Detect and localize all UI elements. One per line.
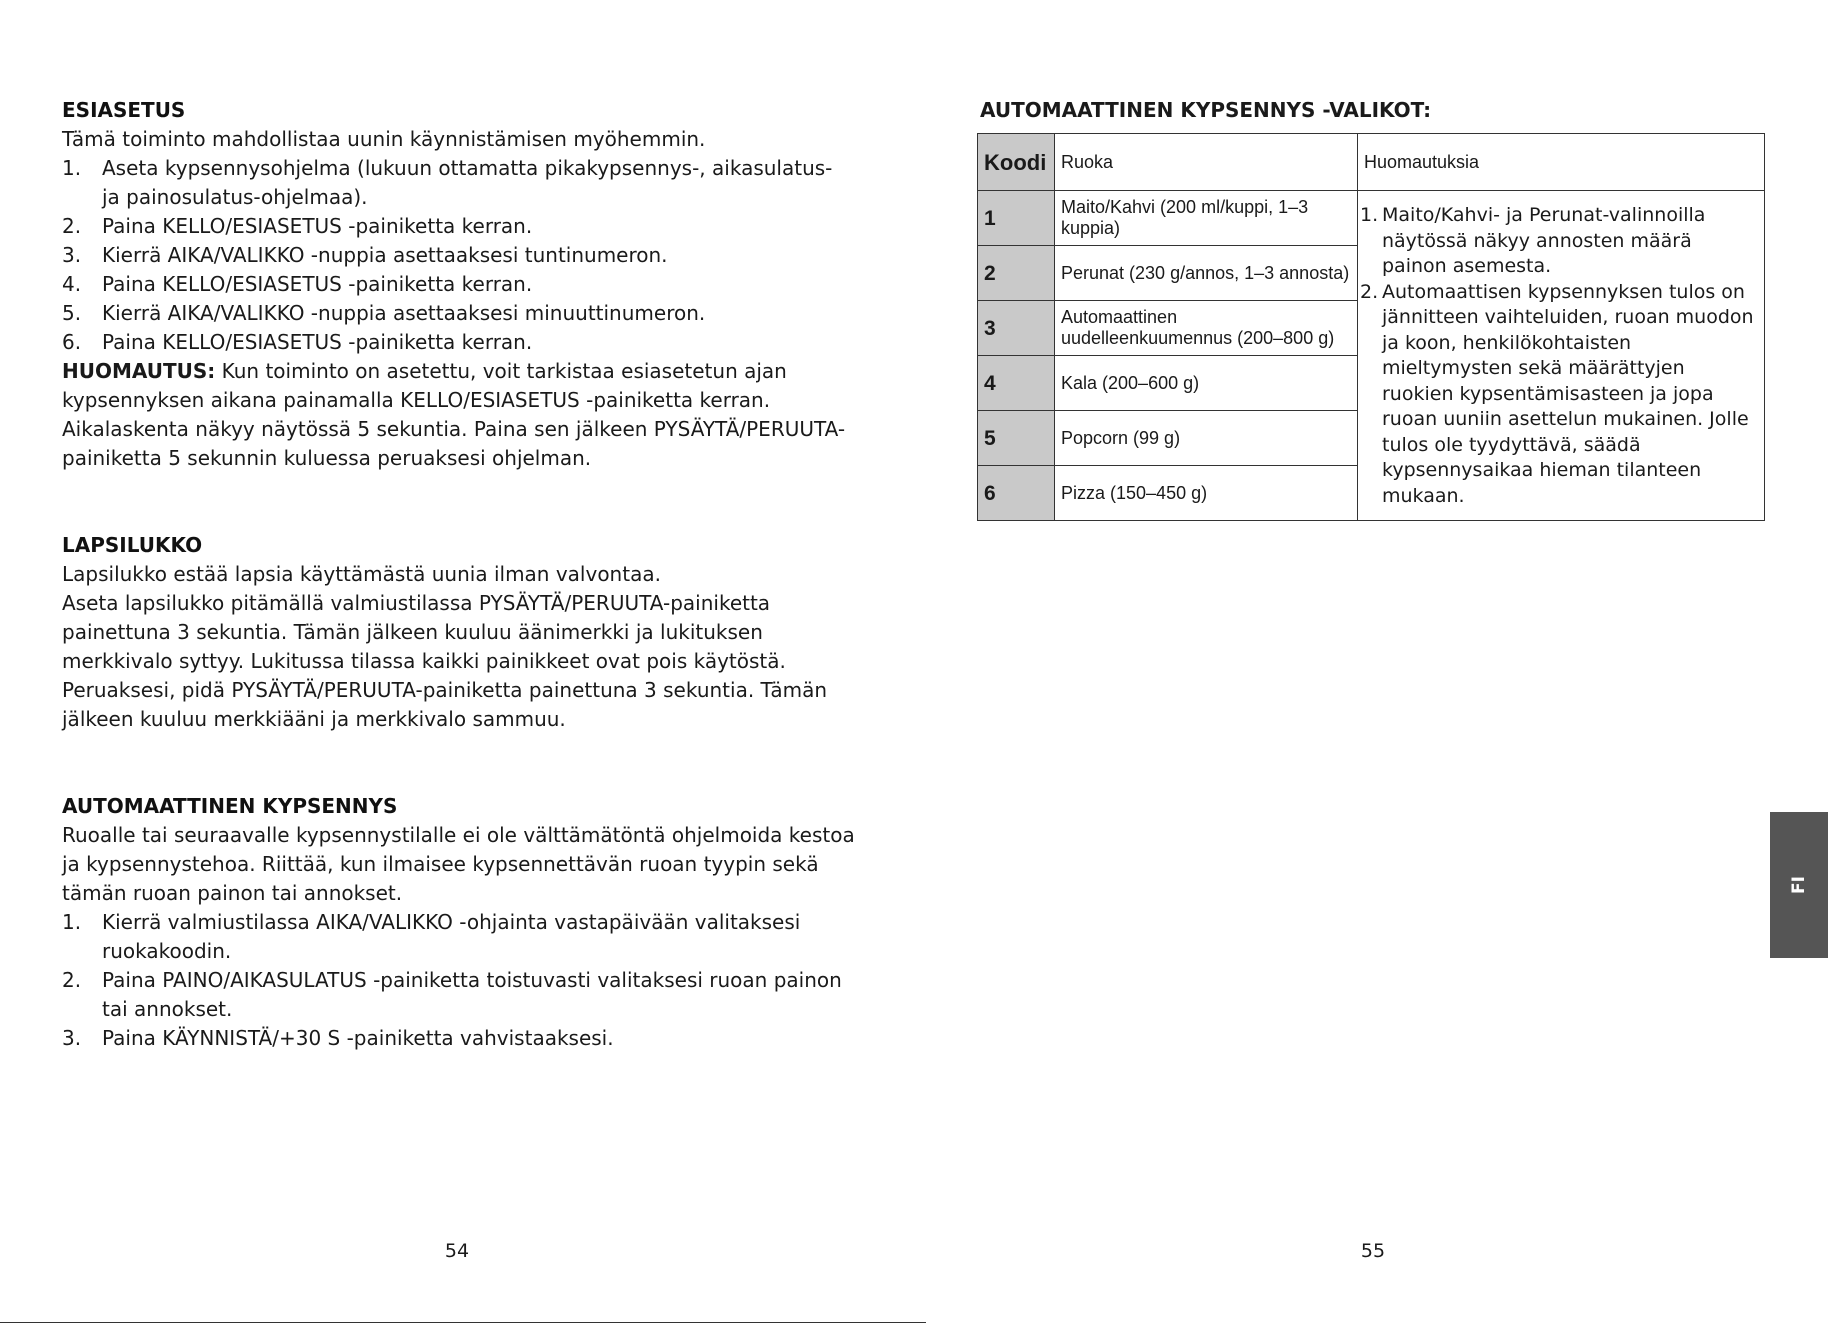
code-cell: 2 (978, 246, 1055, 301)
code-cell: 5 (978, 411, 1055, 466)
automaattinen-steps (62, 908, 862, 1053)
list-item (62, 154, 862, 212)
language-tab-label: FI (1789, 876, 1809, 894)
esiasetus-intro: Tämä toiminto mahdollistaa uunin käynnistämisen myöhemmin. (62, 127, 706, 151)
table-header-row (978, 134, 1765, 191)
header-food: Ruoka (1055, 134, 1358, 191)
step-text: Paina KELLO/ESIASETUS -painiketta kerran. (102, 330, 533, 354)
table-row (978, 191, 1765, 246)
step-number: 5. (62, 301, 82, 325)
list-item (62, 966, 862, 1024)
step-text: Paina KÄYNNISTÄ/+30 S -painiketta vahvistaaksesi. (102, 1026, 614, 1050)
list-item (62, 299, 862, 328)
code-cell: 6 (978, 466, 1055, 521)
list-item (62, 1024, 862, 1053)
esiasetus-steps (62, 154, 862, 357)
step-text: Aseta kypsennysohjelma (lukuun ottamatta pikakypsennys-, aikasulatus- ja painosulatus-ohjelmaa). (102, 156, 833, 209)
food-cell: Popcorn (99 g) (1055, 411, 1358, 466)
note-number: 2. (1360, 280, 1379, 303)
lapsilukko-p1: Lapsilukko estää lapsia käyttämästä uunia ilman valvontaa. (62, 562, 661, 586)
list-item (62, 241, 862, 270)
header-notes: Huomautuksia (1358, 134, 1765, 191)
step-text: Paina PAINO/AIKASULATUS -painiketta toistuvasti valitaksesi ruoan painon tai annokset. (102, 968, 842, 1021)
automaattinen-intro: Ruoalle tai seuraavalle kypsennystilalle ei ole välttämätöntä ohjelmoida kestoa ja kypsennystehoa. Riittää, kun ilmaisee kypsennettävän ruoan tyypin sekä tämän ruoan painon tai annokset. (62, 823, 855, 905)
code-cell: 1 (978, 191, 1055, 246)
step-text: Paina KELLO/ESIASETUS -painiketta kerran. (102, 272, 533, 296)
step-number: 6. (62, 330, 82, 354)
automaattinen-heading: AUTOMAATTINEN KYPSENNYS (62, 794, 398, 818)
list-item (62, 212, 862, 241)
step-number: 1. (62, 156, 82, 180)
note-label: HUOMAUTUS: (62, 359, 216, 383)
esiasetus-note (62, 357, 862, 473)
food-cell: Maito/Kahvi (200 ml/kuppi, 1–3 kuppia) (1055, 191, 1358, 246)
language-tab (1770, 812, 1828, 958)
note-text: Automaattisen kypsennyksen tulos on jännitteen vaihteluiden, ruoan muodon ja koon, henkilökohtaisten mieltymysten sekä määrättyjen ruokien kypsentämisasteen ja jopa ruoan uuniin asettelun mukainen. Jolle tulos ole tyydyttävä, säädä kypsennysaikaa hieman tilanteen mukaan. (1382, 280, 1754, 507)
food-cell: Perunat (230 g/annos, 1–3 annosta) (1055, 246, 1358, 301)
lapsilukko-p2: Aseta lapsilukko pitämällä valmiustilassa PYSÄYTÄ/PERUUTA-painiketta painettuna 3 sekuntia. Tämän jälkeen kuuluu äänimerkki ja lukituksen merkkivalo syttyy. Lukitussa tilassa kaikki painikkeet ovat pois käytöstä. Peruaksesi, pidä PYSÄYTÄ/PERUUTA-painiketta painettuna 3 sekuntia. Tämän jälkeen kuuluu merkkiääni ja merkkivalo sammuu. (62, 591, 828, 731)
bottom-rule (0, 1322, 926, 1323)
step-text: Kierrä AIKA/VALIKKO -nuppia asettaaksesi minuuttinumeron. (102, 301, 706, 325)
note-text: Maito/Kahvi- ja Perunat-valinnoilla näytössä näkyy annosten määrä painon asemesta. (1382, 204, 1706, 277)
code-cell: 3 (978, 301, 1055, 356)
step-text: Paina KELLO/ESIASETUS -painiketta kerran. (102, 214, 533, 238)
food-cell: Automaattinen uudelleenkuumennus (200–800 g) (1055, 301, 1358, 356)
right-page (914, 0, 1828, 1324)
step-number: 2. (62, 968, 82, 992)
food-cell: Pizza (150–450 g) (1055, 466, 1358, 521)
notes-cell (1358, 191, 1765, 521)
list-item (62, 908, 862, 966)
lapsilukko-heading: LAPSILUKKO (62, 533, 203, 557)
note-item (1360, 280, 1760, 510)
step-number: 1. (62, 910, 82, 934)
page-number-left: 54 (444, 1240, 470, 1262)
step-number: 4. (62, 272, 82, 296)
step-text: Kierrä AIKA/VALIKKO -nuppia asettaaksesi tuntinumeron. (102, 243, 668, 267)
lapsilukko-section (62, 531, 862, 734)
note-number: 1. (1360, 204, 1379, 226)
step-text: Kierrä valmiustilassa AIKA/VALIKKO -ohjainta vastapäivään valitaksesi ruokakoodin. (102, 910, 801, 963)
esiasetus-section (62, 96, 862, 473)
step-number: 3. (62, 243, 82, 267)
page-number-right: 55 (1360, 1240, 1386, 1262)
list-item (62, 328, 862, 357)
step-number: 2. (62, 214, 82, 238)
step-number: 3. (62, 1026, 82, 1050)
note-text: Kun toiminto on asetettu, voit tarkistaa esiasetetun ajan kypsennyksen aikana painamalla KELLO/ESIASETUS -painiketta kerran. Aikalaskenta näkyy näytössä 5 sekuntia. Paina sen jälkeen PYSÄYTÄ/PERUUTA-painiketta 5 sekunnin kuluessa peruaksesi ohjelman. (62, 359, 846, 470)
automaattinen-section (62, 792, 862, 1053)
header-code: Koodi (978, 134, 1055, 191)
code-cell: 4 (978, 356, 1055, 411)
esiasetus-heading: ESIASETUS (62, 98, 186, 122)
list-item (62, 270, 862, 299)
table-title: AUTOMAATTINEN KYPSENNYS -VALIKOT: (980, 98, 1432, 122)
food-cell: Kala (200–600 g) (1055, 356, 1358, 411)
auto-cooking-table (977, 133, 1765, 521)
note-item (1360, 203, 1760, 280)
